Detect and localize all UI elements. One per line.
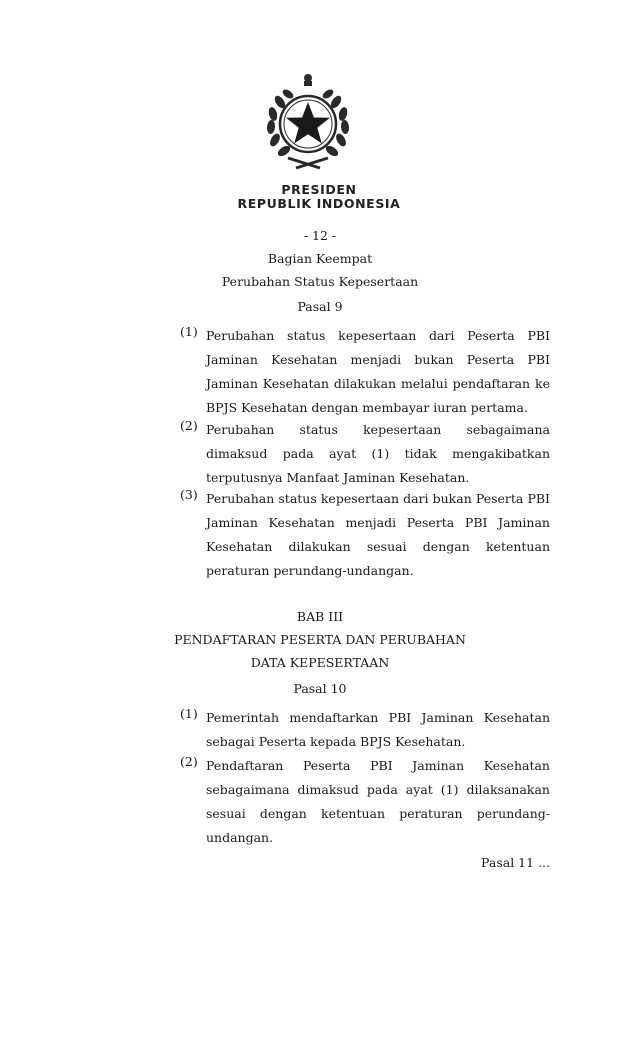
item-number: (1) <box>180 324 198 339</box>
part-heading: Bagian Keempat <box>267 251 373 266</box>
letterhead-line-1: PRESIDEN <box>281 182 357 197</box>
article-heading-10: Pasal 10 <box>293 681 347 696</box>
star-icon <box>286 102 330 144</box>
item-number: (3) <box>180 487 198 502</box>
article-heading-9: Pasal 9 <box>297 299 343 314</box>
chapter-title-line-2: DATA KEPESERTAAN <box>250 655 390 670</box>
chapter-number: BAB III <box>296 609 344 624</box>
item-text: Pendaftaran Peserta PBI Jaminan Kesehatan sebagaimana dimaksud pada ayat (1) dilaksanakan sesuai dengan ketentuan peraturan perundang-undangan. <box>206 758 550 845</box>
continuation-marker: Pasal 11 ... <box>481 855 550 870</box>
part-title: Perubahan Status Kepesertaan <box>221 274 419 289</box>
item-number: (2) <box>180 418 198 433</box>
item-text: Pemerintah mendaftarkan PBI Jaminan Kesehatan sebagai Peserta kepada BPJS Kesehatan. <box>206 710 550 749</box>
letterhead-line-2: REPUBLIK INDONESIA <box>237 196 401 211</box>
item-number: (2) <box>180 754 198 769</box>
chapter-title-line-1: PENDAFTARAN PESERTA DAN PERUBAHAN <box>174 632 466 647</box>
item-text: Perubahan status kepesertaan sebagaimana dimaksud pada ayat (1) tidak mengakibatkan terputusnya Manfaat Jaminan Kesehatan. <box>206 422 550 485</box>
item-text: Perubahan status kepesertaan dari bukan Peserta PBI Jaminan Kesehatan menjadi Peserta PBI Jaminan Kesehatan dilakukan sesuai dengan ketentuan peraturan perundang-undangan. <box>206 491 550 578</box>
item-text: Perubahan status kepesertaan dari Peserta PBI Jaminan Kesehatan menjadi bukan Peserta PBI Jaminan Kesehatan dilakukan melalui pendaftaran ke BPJS Kesehatan dengan membayar iuran pertama. <box>206 328 550 415</box>
page-number: - 12 - <box>303 228 337 243</box>
state-emblem-icon <box>258 72 358 172</box>
item-number: (1) <box>180 706 198 721</box>
